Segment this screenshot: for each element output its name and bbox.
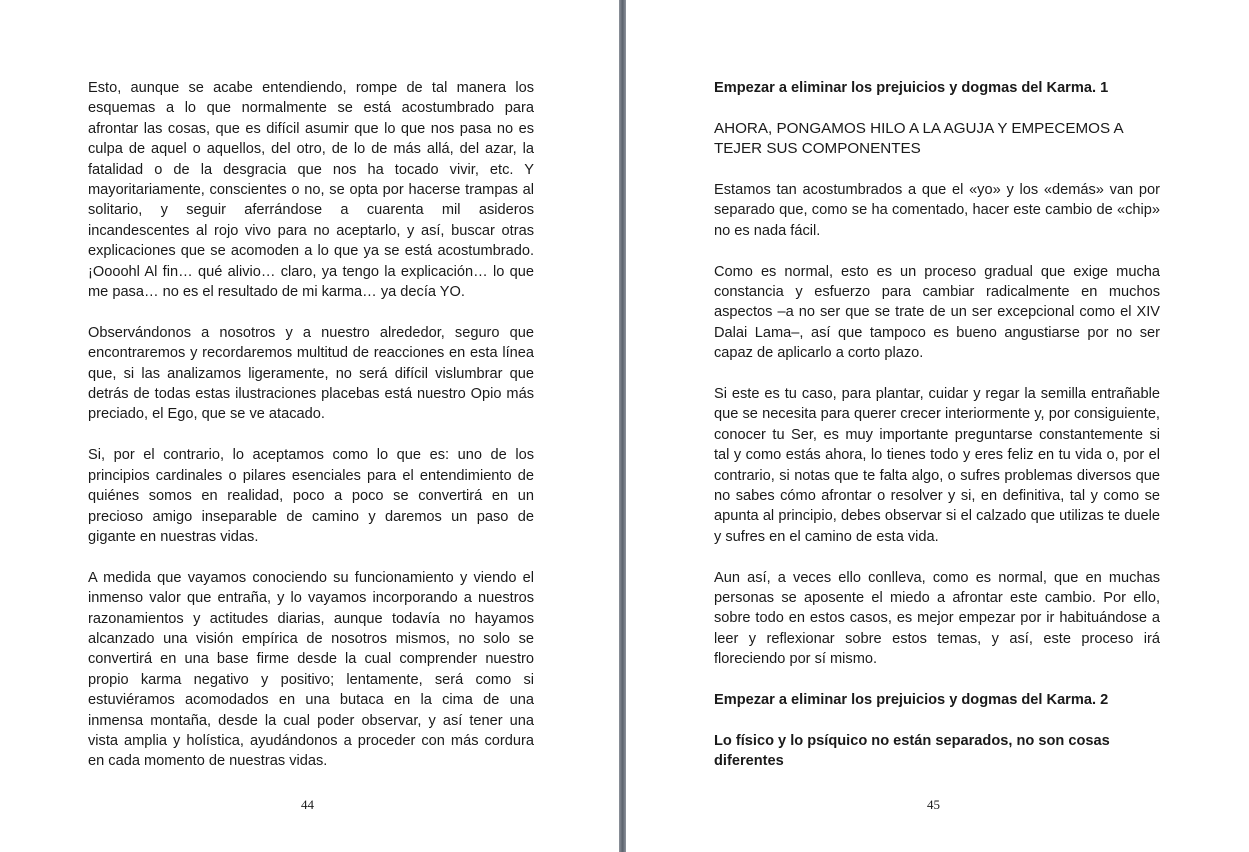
section-subheading: Lo físico y lo psíquico no están separados, no son cosas diferentes	[714, 732, 1110, 770]
paragraph: Esto, aunque se acabe entendiendo, rompe de tal manera los esquemas a lo que normalmente se está acostumbrado para afrontar las cosas, que es difícil asumir que lo que nos pasa no es culpa de aquel o aquellos, del otro, de lo de más allá, del azar, la fatalidad o de la desgracia que nos ha tocado vivir, etc. Y mayoritariamente, conscientes o no, se opta por hacerse trampas al solitario, y seguir aferrándose a cuarenta mil asideros incandescentes al rojo vivo para no aceptarlo, y así, buscar otras explicaciones que se acomoden a lo que ya se está acostumbrado. ¡Oooohl Al fin… qué alivio… claro, ya tengo la explicación… lo que me pasa… no es el resultado de mi karma… ya decía YO.	[88, 80, 534, 301]
paragraph: Aun así, a veces ello conlleva, como es normal, que en muchas personas se aposente el miedo a afrontar este cambio. Por ello, sobre todo en estos casos, es mejor empezar por ir habituándose a leer y reflexionar sobre estos temas, y así, este proceso irá floreciendo por sí mismo.	[714, 569, 1160, 668]
paragraph: A medida que vayamos conociendo su funcionamiento y viendo el inmenso valor que entraña, y lo vayamos incorporando a nuestros razonamientos y actitudes diarias, aunque todavía no hayamos alcanzado una visión empírica de nosotros mismos, no solo se convertirá en una base firme desde la cual comprender nuestro propio karma negativo y positivo; lentamente, será como si estuviéramos acomodados en una butaca en la cima de una inmensa montaña, desde la cual poder observar, y así tener una vista amplia y holística, ayudándonos a proceder con más cordura en cada momento de nuestras vidas.	[88, 569, 534, 770]
right-page	[626, 0, 1249, 852]
paragraph: Como es normal, esto es un proceso gradual que exige mucha constancia y esfuerzo para cambiar radicalmente en muchos aspectos –a no ser que se trate de un ser excepcional como el XIV Dalai Lama–, así que tampoco es bueno angustiarse por no ser capaz de aplicarlo a corto plazo.	[714, 263, 1160, 362]
left-page-body	[88, 78, 534, 772]
section-heading: Empezar a eliminar los prejuicios y dogmas del Karma. 1	[714, 80, 1109, 96]
right-page-body	[714, 78, 1160, 772]
section-heading: Empezar a eliminar los prejuicios y dogmas del Karma. 2	[714, 692, 1109, 709]
paragraph: Si este es tu caso, para plantar, cuidar y regar la semilla entrañable que se necesita para querer crecer interiormente y, por consiguiente, conocer tu Ser, es muy importante preguntarse constantemente si tal y como estás ahora, lo tienes todo y eres feliz en tu vida o, por el contrario, si notas que te falta algo, o sufres problemas diversos que no sabes cómo afrontar o resolver y si, en definitiva, tal y como se apunta al principio, debes observar si el calzado que utilizas te duele y sufres en el camino de esta vida.	[714, 386, 1160, 545]
book-spine	[619, 0, 626, 852]
paragraph: Estamos tan acostumbrados a que el «yo» y los «demás» van por separado que, como se ha comentado, hacer este cambio de «chip» no es nada fácil.	[714, 182, 1160, 239]
page-number: 45	[927, 797, 940, 812]
chapter-subheading: AHORA, PONGAMOS HILO A LA AGUJA Y EMPECEMOS A TEJER SUS COMPONENTES	[714, 119, 1123, 158]
left-page	[0, 0, 619, 852]
paragraph: Observándonos a nosotros y a nuestro alrededor, seguro que encontraremos y recordaremos multitud de reacciones en esta línea que, si las analizamos ligeramente, no será difícil vislumbrar que detrás de todas estas ilustraciones placebas está nuestro Opio más preciado, el Ego, que se ve atacado.	[88, 324, 534, 423]
paragraph: Si, por el contrario, lo aceptamos como lo que es: uno de los principios cardinales o pilares esenciales para el entendimiento de quiénes somos en realidad, poco a poco se convertirá en un precioso amigo inseparable de camino y daremos un paso de gigante en nuestras vidas.	[88, 447, 534, 545]
page-number: 44	[301, 797, 314, 812]
